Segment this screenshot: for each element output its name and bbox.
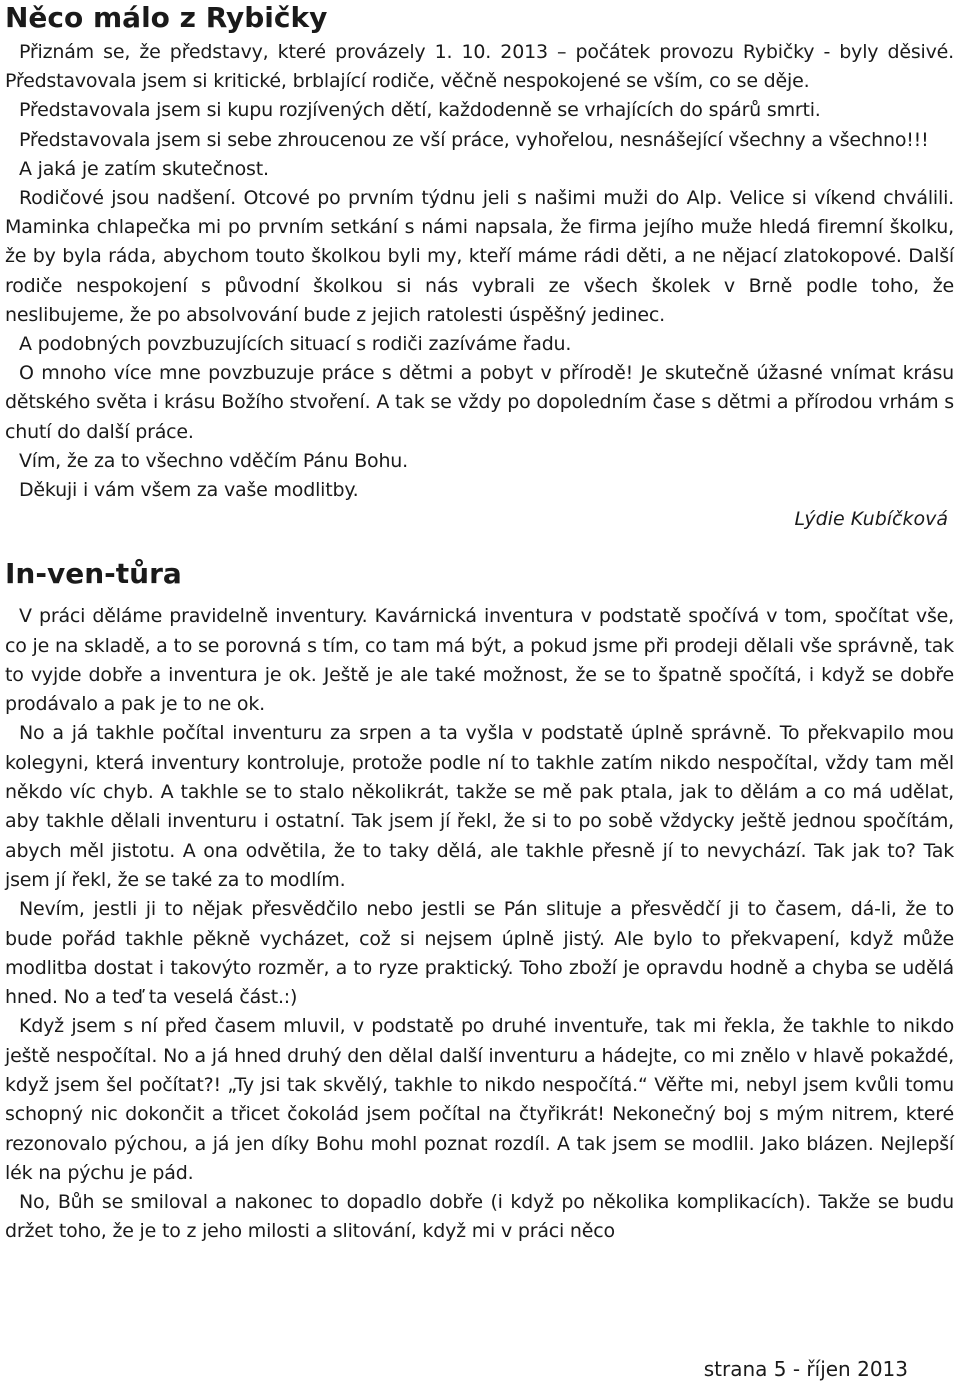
paragraph: Když jsem s ní před časem mluvil, v podstatě po druhé inventuře, tak mi řekla, že takhle to nikdo ještě nespočítal. No a já hned druhý den dělal další inventuru a hádejte, co mi znělo v hlavě pokaždé, když jsem šel počítat?! „Ty jsi tak skvělý, takhle to nikdo nespočítá.“ Věřte mi, nebyl jsem kvůli tomu schopný nic dokončit a třicet čokolád jsem počítal na čtyřikrát! Nekonečný boj s mým nitrem, které rezonovalo pýchou, a já jen díky Bohu mohl poznat rozdíl. A tak jsem se modlil. Jako blázen. Nejlepší lék na pýchu je pád. [5, 1015, 954, 1184]
paragraph: No, Bůh se smiloval a nakonec to dopadlo dobře (i když po několika komplikacích). Takže se budu držet toho, že je to z jeho milosti a slitování, když mi v práci něco [5, 1191, 954, 1243]
article-title: In-ven-tůra [5, 557, 182, 591]
paragraph: V práci děláme pravidelně inventury. Kavárnická inventura v podstatě spočívá v tom, spočítat vše, co je na skladě, a to se porovná s tím, co tam má být, a pokud jsme při prodeji dělali vše správně, tak to vyjde dobře a inventura je ok. Ještě je ale také možnost, že se to špatně spočítá, i když se dobře prodávalo a pak je to ne ok. [5, 605, 954, 716]
article-inventura [5, 534, 954, 1247]
paragraph: Přiznám se, že představy, které provázely 1. 10. 2013 – počátek provozu Rybičky - byly děsivé. Představovala jsem si kritické, brblající rodiče, věčně nespokojené se vším, co se děje. [5, 41, 954, 93]
paragraph: A podobných povzbuzujících situací s rodiči zazíváme řadu. [19, 333, 572, 356]
paragraph: Nevím, jestli ji to nějak přesvědčilo nebo jestli se Pán slituje a přesvědčí ji to časem, dá-li, že to bude pořád takhle pěkně vycházet, což si nejsem úplně jistý. Ale bylo to překvapení, když může modlitba dostat i takovýto rozměr, a to ryze praktický. Toho zboží je opravdu hodně a chyba se udělá hned. No a teď ta veselá část.:) [5, 898, 954, 1009]
author-signature: Lýdie Kubíčková [794, 508, 948, 531]
article-title: Něco málo z Rybičky [5, 1, 328, 34]
article-rybicka [5, 0, 954, 534]
paragraph: A jaká je zatím skutečnost. [19, 157, 269, 180]
paragraph: Představovala jsem si sebe zhroucenou ze vší práce, vyhořelou, nesnášející všechny a všechno!!! [19, 128, 929, 151]
paragraph: Rodičové jsou nadšení. Otcové po prvním týdnu jeli s našimi muži do Alp. Velice si víkend chválili. Maminka chlapečka mi po prvním setkání s námi napsala, že firma jejího muže hledá firemní školku, že by byla ráda, abychom touto školkou byli my, kteří máme rádi děti, a ne nějací zlatokopové. Další rodiče nespokojení s původní školkou si nás vybrali ze všech školek v Brně podle toho, že neslibujeme, že po absolvování bude z jejich ratolesti úspěšný jedinec. [5, 187, 954, 326]
paragraph: Děkuji i vám všem za vaše modlitby. [19, 479, 359, 502]
paragraph: Představovala jsem si kupu rozjívených dětí, každodenně se vrhajících do spárů smrti. [19, 99, 821, 122]
paragraph: O mnoho více mne povzbuzuje práce s dětmi a pobyt v přírodě! Je skutečně úžasné vnímat krásu dětského světa i krásu Božího stvoření. A tak se vždy po dopoledním čase s dětmi a přírodou vrhám s chutí do další práce. [5, 362, 954, 443]
paragraph: No a já takhle počítal inventuru za srpen a ta vyšla v podstatě úplně správně. To překvapilo mou kolegyni, která inventury kontroluje, protože podle ní to takhle zatím nikdo nespočítal, vždy tam měl někdo víc chyb. A takhle se to stalo několikrát, takže se mě pak ptala, jak to dělám a co má udělat, aby takhle dělali inventuru i ostatní. Tak jsem jí řekl, že si to po sobě vždycky ještě jednou spočítám, abych měl jistotu. A ona odvětila, že to taky dělá, ale takhle přesně jí to nevychází. Tak jak to? Tak jsem jí řekl, že se také za to modlím. [5, 722, 954, 891]
page-footer: strana 5 - říjen 2013 [703, 1357, 908, 1381]
paragraph: Vím, že za to všechno vděčím Pánu Bohu. [19, 449, 408, 472]
